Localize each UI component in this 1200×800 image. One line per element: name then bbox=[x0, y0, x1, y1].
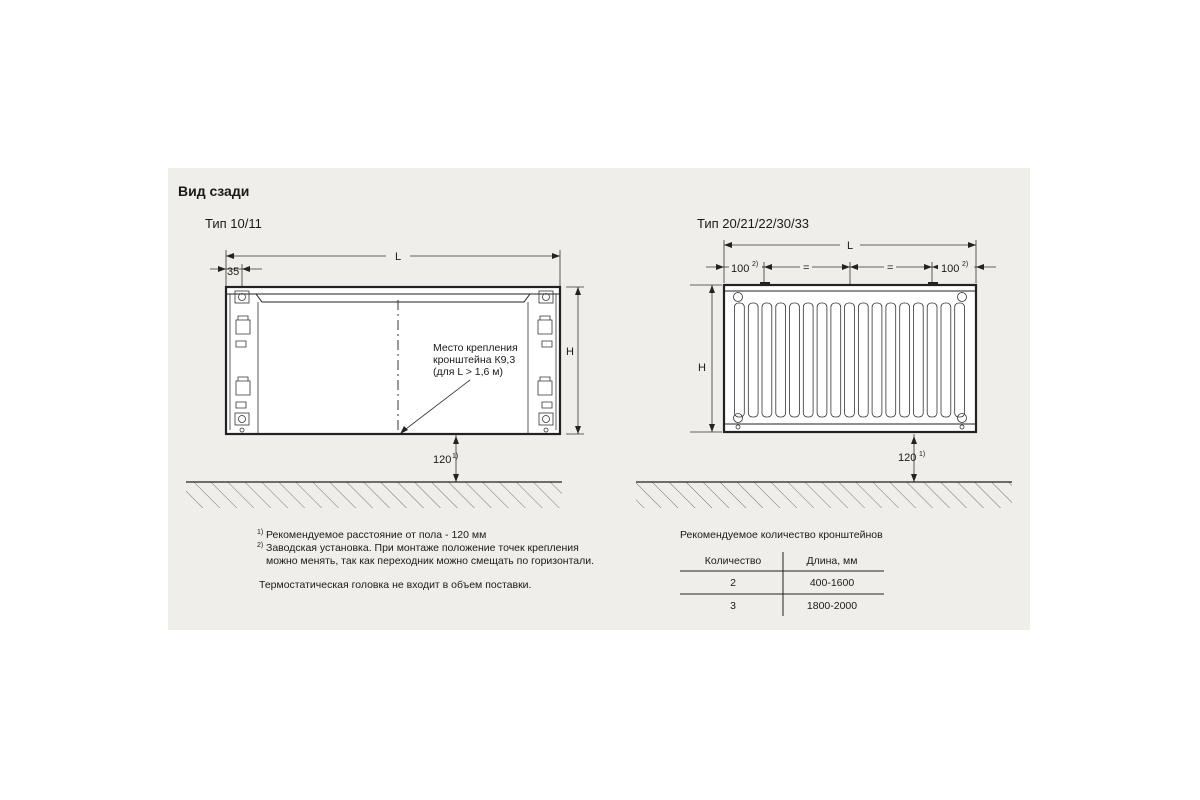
right-dim-eq-1: = bbox=[803, 262, 810, 274]
thermostat-note: Термостатическая головка не входит в объем поставки. bbox=[259, 579, 532, 591]
right-type-label: Тип 20/21/22/30/33 bbox=[697, 216, 810, 231]
table-row-1-length: 400-1600 bbox=[809, 577, 855, 589]
table-header-count: Количество bbox=[704, 555, 762, 567]
table-row-2-count: 3 bbox=[730, 600, 736, 612]
right-dim-100-left-sup: 2) bbox=[752, 261, 759, 268]
right-floor-dim: 120 bbox=[898, 452, 917, 464]
left-dim-35: 35 bbox=[227, 266, 240, 278]
right-dim-h: H bbox=[698, 362, 706, 374]
left-type-label: Тип 10/11 bbox=[205, 216, 262, 231]
right-floor bbox=[636, 482, 1012, 508]
footnote-1-mark: 1) bbox=[257, 529, 264, 536]
page-title: Вид сзади bbox=[178, 183, 250, 199]
left-callout-line1: Место крепления bbox=[433, 342, 518, 354]
table-row-1-count: 2 bbox=[730, 577, 736, 589]
right-dim-100-right: 100 bbox=[941, 263, 960, 275]
footnote-2-mark: 2) bbox=[257, 542, 264, 549]
left-floor bbox=[186, 482, 562, 508]
table-row-2-length: 1800-2000 bbox=[806, 600, 858, 612]
right-floor-dim-sup: 1) bbox=[919, 451, 926, 458]
table-header-length: Длина, мм bbox=[806, 555, 858, 567]
footnote-2-text-a: Заводская установка. При монтаже положение точек крепления bbox=[266, 542, 579, 554]
left-callout-line2: кронштейна К9,3 bbox=[433, 354, 516, 366]
left-callout-line3: (для L > 1,6 м) bbox=[433, 366, 503, 378]
left-dim-h: H bbox=[566, 346, 574, 358]
left-floor-dim: 120 bbox=[433, 454, 452, 466]
left-floor-dim-sup: 1) bbox=[452, 453, 459, 460]
left-dim-l: L bbox=[394, 251, 402, 263]
footnote-2-text-b: можно менять, так как переходник можно смещать по горизонтали. bbox=[266, 555, 595, 567]
right-dim-eq-2: = bbox=[887, 262, 894, 274]
right-dim-100-left: 100 bbox=[731, 263, 750, 275]
table-caption: Рекомендуемое количество кронштейнов bbox=[680, 529, 883, 541]
right-dim-l: L bbox=[846, 240, 854, 252]
right-dim-100-right-sup: 2) bbox=[962, 261, 969, 268]
footnote-1-text: Рекомендуемое расстояние от пола - 120 мм bbox=[266, 529, 487, 541]
